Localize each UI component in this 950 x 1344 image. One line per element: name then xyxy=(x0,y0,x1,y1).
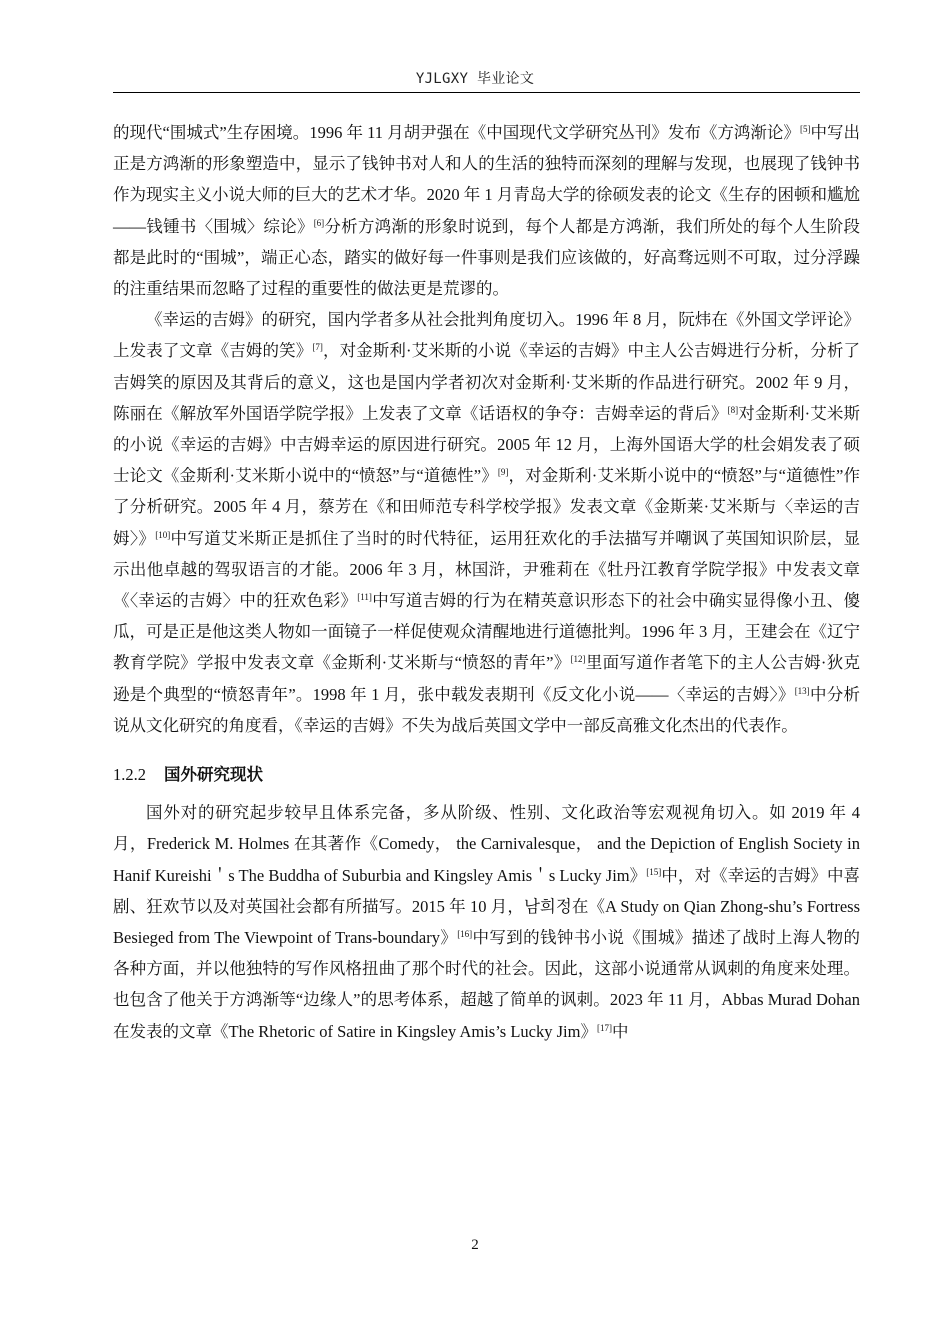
header-divider xyxy=(113,92,860,93)
citation-17: [17] xyxy=(596,1022,612,1033)
paragraph-lucky-jim-domestic: 《幸运的吉姆》的研究，国内学者多从社会批判角度切入。1996 年 8 月，阮炜在《外国文学评论》上发表了文章《吉姆的笑》[7]，对金斯利·艾米斯的小说《幸运的吉姆》中主人公吉姆进行分析，分析了吉姆笑的原因及其背后的意义，这也是国内学者初次对金斯利·艾米斯的作品进行研究。2002 年 9 月，陈丽在《解放军外国语学院学报》上发表了文章《话语权的争夺：吉姆幸运的背后》[8]对金斯利·艾米斯的小说《幸运的吉姆》中吉姆幸运的原因进行研究。2005 年 12 月，上海外国语大学的杜会娟发表了硕士论文《金斯利·艾米斯小说中的“愤怒”与“道德性”》[9]，对金斯利·艾米斯小说中的“愤怒”与“道德性”作了分析研究。2005 年 4 月，蔡芳在《和田师范专科学校学报》发表文章《金斯莱·艾米斯与〈幸运的吉姆〉》[10]中写道艾米斯正是抓住了当时的时代特征，运用狂欢化的手法描写并嘲讽了英国知识阶层，显示出他卓越的驾驭语言的才能。2006 年 3 月，林国浒，尹雅莉在《牡丹江教育学院学报》中发表文章《〈幸运的吉姆〉中的狂欢色彩》[11]中写道吉姆的行为在精英意识形态下的社会中确实显得像小丑、傻瓜，可是正是他这类人物如一面镜子一样促使观众清醒地进行道德批判。1996 年 3 月，王建会在《辽宁教育学院》学报中发表文章《金斯利·艾米斯与“愤怒的青年”》[12]里面写道作者笔下的主人公吉姆·狄克逊是个典型的“愤怒青年”。1998 年 1 月，张中载发表期刊《反文化小说——〈幸运的吉姆〉》[13]中分析说从文化研究的角度看，《幸运的吉姆》不失为战后英国文学中一部反高雅文化杰出的代表作。 xyxy=(113,310,861,735)
page-header-title: YJLGXY 毕业论文 xyxy=(415,71,535,87)
citation-12: [12] xyxy=(570,654,586,665)
citation-13: [13] xyxy=(794,685,810,696)
citation-7: [7] xyxy=(312,342,323,353)
paragraph-foreign-research: 国外对的研究起步较早且体系完备，多从阶级、性别、文化政治等宏观视角切入。如 2019 年 4 月，Frederick M. Holmes 在其著作《Comedy， the Carnivalesque， and the Depiction of English Society in Hanif Kureishi＇s The Buddha of Suburbia and Kingsley Amis＇s Lucky Jim》[15]中，对《幸运的吉姆》中喜剧、狂欢节以及对英国社会都有所描写。2015 年 10 月，남희정在《A Study on Qian Zhong-shu’s Fortress Besieged from The Viewpoint of Trans-boundary》[16]中写到的钱钟书小说《围城》描述了战时上海人物的各种方面，并以他独特的写作风格扭曲了那个时代的社会。因此，这部小说通常从讽刺的角度来处理。也包含了他关于方鸿渐等“边缘人”的思考体系，超越了简单的讽刺。2023 年 11 月，Abbas Murad Dohan 在发表的文章《The Rhetoric of Satire in Kingsley Amis’s Lucky Jim》[17]中 xyxy=(113,803,861,1041)
section-number: 1.2.2 xyxy=(113,765,146,785)
citation-15: [15] xyxy=(646,866,662,877)
paragraph-fangHongjian: 的现代“围城式”生存困境。1996 年 11 月胡尹强在《中国现代文学研究丛刊》发布《方鸿渐论》[5]中写出正是方鸿渐的形象塑造中，显示了钱钟书对人和人的生活的独特而深刻的理解与发现，也展现了钱钟书作为现实主义小说大师的巨大的艺术才华。2020 年 1 月青岛大学的徐硕发表的论文《生存的困顿和尴尬——钱锺书〈围城〉综论》[6]分析方鸿渐的形象时说到，每个人都是方鸿渐，我们所处的每个人生阶段都是此时的“围城”，端正心态，踏实的做好每一件事则是我们应该做的，好高骛远则不可取，过分浮躁的注重结果而忽略了过程的重要性的做法更是荒谬的。 xyxy=(113,123,861,299)
page-number: 2 xyxy=(471,1237,479,1253)
citation-6: [6] xyxy=(313,217,325,228)
citation-8: [8] xyxy=(727,404,739,415)
citation-9: [9] xyxy=(497,467,509,478)
section-heading xyxy=(113,759,860,790)
citation-5: [5] xyxy=(799,124,811,134)
document-body xyxy=(113,117,860,1047)
citation-10: [10] xyxy=(155,529,171,540)
citation-11: [11] xyxy=(357,592,372,603)
section-title: 国外研究现状 xyxy=(164,765,263,785)
citation-16: [16] xyxy=(457,929,473,940)
